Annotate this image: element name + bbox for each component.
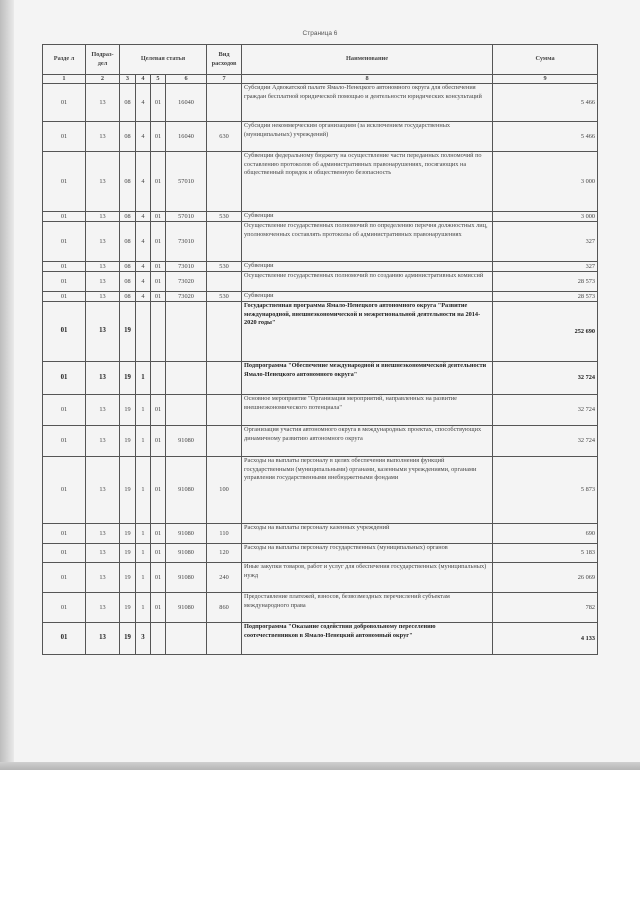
column-number-row (43, 75, 598, 84)
event-code-cell: 01 (151, 563, 166, 593)
podrazdel-cell: 13 (86, 122, 120, 152)
direction-code-cell (166, 623, 207, 655)
direction-code-cell (166, 362, 207, 395)
program-code-cell: 19 (120, 362, 136, 395)
razdel-cell: 01 (43, 457, 86, 524)
page-bottom-shadow (0, 762, 640, 770)
sum-cell: 3 000 (493, 152, 598, 212)
razdel-cell: 01 (43, 212, 86, 222)
expense-type-cell (207, 272, 242, 292)
program-code-cell: 19 (120, 426, 136, 457)
sum-cell: 28 573 (493, 292, 598, 302)
header-expense-type: Вид расходов (207, 45, 242, 75)
column-number: 3 (120, 75, 136, 84)
name-cell: Расходы на выплаты персоналу в целях обеспечения выполнения функций государственными (муниципальными) органами, казенными учреждениями, органами управления государственными внебюджетными фондами (242, 457, 493, 524)
column-number: 6 (166, 75, 207, 84)
program-code-cell: 08 (120, 212, 136, 222)
name-cell: Расходы на выплаты персоналу государственных (муниципальных) органов (242, 544, 493, 563)
table-row (43, 362, 598, 395)
expense-type-cell: 530 (207, 262, 242, 272)
sum-cell: 690 (493, 524, 598, 544)
direction-code-cell: 91080 (166, 426, 207, 457)
razdel-cell: 01 (43, 292, 86, 302)
sum-cell: 32 724 (493, 362, 598, 395)
podrazdel-cell: 13 (86, 292, 120, 302)
expense-type-cell (207, 362, 242, 395)
expense-type-cell: 860 (207, 593, 242, 623)
event-code-cell: 01 (151, 262, 166, 272)
direction-code-cell: 57010 (166, 212, 207, 222)
expense-type-cell (207, 623, 242, 655)
table-row (43, 262, 598, 272)
table-row (43, 563, 598, 593)
sum-cell: 5 466 (493, 122, 598, 152)
razdel-cell: 01 (43, 563, 86, 593)
table-row (43, 222, 598, 262)
podrazdel-cell: 13 (86, 302, 120, 362)
table-row (43, 544, 598, 563)
razdel-cell: 01 (43, 262, 86, 272)
razdel-cell: 01 (43, 524, 86, 544)
sum-cell: 32 724 (493, 426, 598, 457)
direction-code-cell: 91080 (166, 524, 207, 544)
subprogram-code-cell: 1 (136, 362, 151, 395)
sum-cell: 26 069 (493, 563, 598, 593)
razdel-cell: 01 (43, 362, 86, 395)
podrazdel-cell: 13 (86, 362, 120, 395)
direction-code-cell: 91080 (166, 593, 207, 623)
event-code-cell (151, 362, 166, 395)
column-number: 4 (136, 75, 151, 84)
subprogram-code-cell: 4 (136, 122, 151, 152)
table-row (43, 272, 598, 292)
header-razdel: Разде л (43, 45, 86, 75)
direction-code-cell: 91080 (166, 457, 207, 524)
razdel-cell: 01 (43, 623, 86, 655)
program-code-cell: 19 (120, 524, 136, 544)
table-row (43, 212, 598, 222)
sum-cell: 28 573 (493, 272, 598, 292)
sum-cell: 327 (493, 222, 598, 262)
expense-type-cell: 110 (207, 524, 242, 544)
table-row (43, 593, 598, 623)
sum-cell: 4 133 (493, 623, 598, 655)
razdel-cell: 01 (43, 122, 86, 152)
column-number: 7 (207, 75, 242, 84)
page-edge-shadow (0, 0, 14, 768)
direction-code-cell: 73010 (166, 222, 207, 262)
header-name: Наименование (242, 45, 493, 75)
table-row (43, 152, 598, 212)
name-cell: Субвенции (242, 212, 493, 222)
name-cell: Предоставление платежей, взносов, безвозмездных перечислений субъектам международного права (242, 593, 493, 623)
program-code-cell: 08 (120, 84, 136, 122)
event-code-cell: 01 (151, 524, 166, 544)
event-code-cell: 01 (151, 457, 166, 524)
name-cell: Государственная программа Ямало-Ненецкого автономного округа "Развитие международной, внешнеэкономической и межрегиональной деятельности на 2014-2020 годы" (242, 302, 493, 362)
podrazdel-cell: 13 (86, 623, 120, 655)
podrazdel-cell: 13 (86, 272, 120, 292)
event-code-cell: 01 (151, 84, 166, 122)
direction-code-cell: 91080 (166, 544, 207, 563)
direction-code-cell: 73020 (166, 272, 207, 292)
program-code-cell: 08 (120, 122, 136, 152)
subprogram-code-cell: 4 (136, 222, 151, 262)
name-cell: Организация участия автономного округа в международных проектах, способствующих динамичному развитию автономного округа (242, 426, 493, 457)
name-cell: Субсидии Адвокатской палате Ямало-Ненецкого автономного округа для обеспечения граждан бесплатной юридической помощью и деятельности юридических консультаций (242, 84, 493, 122)
event-code-cell: 01 (151, 122, 166, 152)
podrazdel-cell: 13 (86, 563, 120, 593)
event-code-cell: 01 (151, 222, 166, 262)
event-code-cell: 01 (151, 272, 166, 292)
name-cell: Субвенции (242, 292, 493, 302)
direction-code-cell: 73010 (166, 262, 207, 272)
subprogram-code-cell: 4 (136, 292, 151, 302)
sum-cell: 32 724 (493, 395, 598, 426)
razdel-cell: 01 (43, 272, 86, 292)
podrazdel-cell: 13 (86, 544, 120, 563)
subprogram-code-cell: 1 (136, 395, 151, 426)
program-code-cell: 19 (120, 395, 136, 426)
subprogram-code-cell: 4 (136, 84, 151, 122)
sum-cell: 782 (493, 593, 598, 623)
expense-type-cell: 530 (207, 292, 242, 302)
table-row (43, 302, 598, 362)
podrazdel-cell: 13 (86, 84, 120, 122)
column-number: 1 (43, 75, 86, 84)
sum-cell: 252 690 (493, 302, 598, 362)
page-number-label: Страница 6 (302, 30, 338, 37)
sum-cell: 5 183 (493, 544, 598, 563)
direction-code-cell: 91080 (166, 563, 207, 593)
column-number: 5 (151, 75, 166, 84)
program-code-cell: 08 (120, 272, 136, 292)
column-number: 9 (493, 75, 598, 84)
sum-cell: 3 000 (493, 212, 598, 222)
name-cell: Субсидии некоммерческим организациям (за исключением государственных (муниципальных) учреждений) (242, 122, 493, 152)
event-code-cell: 01 (151, 212, 166, 222)
podrazdel-cell: 13 (86, 395, 120, 426)
expense-type-cell: 240 (207, 563, 242, 593)
sum-cell: 5 873 (493, 457, 598, 524)
program-code-cell: 08 (120, 152, 136, 212)
program-code-cell: 08 (120, 292, 136, 302)
table-row (43, 395, 598, 426)
razdel-cell: 01 (43, 152, 86, 212)
subprogram-code-cell: 1 (136, 524, 151, 544)
subprogram-code-cell (136, 302, 151, 362)
table-row (43, 84, 598, 122)
program-code-cell: 19 (120, 563, 136, 593)
name-cell: Осуществление государственных полномочий по созданию административных комиссий (242, 272, 493, 292)
header-podrazdel: Подраз- дел (86, 45, 120, 75)
direction-code-cell: 16040 (166, 84, 207, 122)
podrazdel-cell: 13 (86, 212, 120, 222)
subprogram-code-cell: 1 (136, 457, 151, 524)
subprogram-code-cell: 1 (136, 593, 151, 623)
razdel-cell: 01 (43, 84, 86, 122)
razdel-cell: 01 (43, 302, 86, 362)
subprogram-code-cell: 4 (136, 152, 151, 212)
expense-type-cell (207, 222, 242, 262)
program-code-cell: 08 (120, 222, 136, 262)
program-code-cell: 19 (120, 544, 136, 563)
razdel-cell: 01 (43, 426, 86, 457)
expense-type-cell: 630 (207, 122, 242, 152)
sum-cell: 5 466 (493, 84, 598, 122)
direction-code-cell: 16040 (166, 122, 207, 152)
subprogram-code-cell: 3 (136, 623, 151, 655)
podrazdel-cell: 13 (86, 262, 120, 272)
event-code-cell (151, 302, 166, 362)
event-code-cell: 01 (151, 544, 166, 563)
name-cell: Субвенции (242, 262, 493, 272)
table-row (43, 122, 598, 152)
direction-code-cell: 73020 (166, 292, 207, 302)
podrazdel-cell: 13 (86, 593, 120, 623)
subprogram-code-cell: 4 (136, 272, 151, 292)
event-code-cell: 01 (151, 152, 166, 212)
name-cell: Подпрограмма "Оказание содействия добровольному переселению соотечественников в Ямало-Ненецкий автономный округ" (242, 623, 493, 655)
name-cell: Субвенции федеральному бюджету на осуществление части переданных полномочий по составлению протоколов об административных правонарушениях, посягающих на общественный порядок и общественную безопасность (242, 152, 493, 212)
budget-table (42, 44, 598, 655)
name-cell: Подпрограмма "Обеспечение международной и внешнеэкономической деятельности Ямало-Ненецкого автономного округа" (242, 362, 493, 395)
table-header-row (43, 45, 598, 75)
event-code-cell: 01 (151, 593, 166, 623)
expense-type-cell (207, 395, 242, 426)
event-code-cell: 01 (151, 395, 166, 426)
column-number: 2 (86, 75, 120, 84)
subprogram-code-cell: 4 (136, 212, 151, 222)
expense-type-cell (207, 152, 242, 212)
expense-type-cell: 120 (207, 544, 242, 563)
expense-type-cell: 530 (207, 212, 242, 222)
name-cell: Осуществление государственных полномочий по определению перечня должностных лиц, уполномоченных составлять протоколы об административных правонарушениях (242, 222, 493, 262)
table-row (43, 524, 598, 544)
expense-type-cell: 100 (207, 457, 242, 524)
direction-code-cell (166, 302, 207, 362)
table-row (43, 292, 598, 302)
column-number: 8 (242, 75, 493, 84)
name-cell: Расходы на выплаты персоналу казенных учреждений (242, 524, 493, 544)
direction-code-cell: 57010 (166, 152, 207, 212)
table-row (43, 426, 598, 457)
subprogram-code-cell: 1 (136, 544, 151, 563)
podrazdel-cell: 13 (86, 152, 120, 212)
podrazdel-cell: 13 (86, 222, 120, 262)
razdel-cell: 01 (43, 395, 86, 426)
header-target-article: Целевая статья (120, 45, 207, 75)
program-code-cell: 08 (120, 262, 136, 272)
name-cell: Основное мероприятие "Организация мероприятий, направленных на развитие внешнеэкономического потенциала" (242, 395, 493, 426)
header-sum: Сумма (493, 45, 598, 75)
razdel-cell: 01 (43, 222, 86, 262)
podrazdel-cell: 13 (86, 524, 120, 544)
expense-type-cell (207, 426, 242, 457)
name-cell: Иные закупки товаров, работ и услуг для обеспечения государственных (муниципальных) нужд (242, 563, 493, 593)
razdel-cell: 01 (43, 544, 86, 563)
program-code-cell: 19 (120, 593, 136, 623)
subprogram-code-cell: 1 (136, 426, 151, 457)
podrazdel-cell: 13 (86, 426, 120, 457)
podrazdel-cell: 13 (86, 457, 120, 524)
subprogram-code-cell: 4 (136, 262, 151, 272)
program-code-cell: 19 (120, 302, 136, 362)
sum-cell: 327 (493, 262, 598, 272)
subprogram-code-cell: 1 (136, 563, 151, 593)
program-code-cell: 19 (120, 623, 136, 655)
direction-code-cell (166, 395, 207, 426)
event-code-cell: 01 (151, 292, 166, 302)
expense-type-cell (207, 84, 242, 122)
razdel-cell: 01 (43, 593, 86, 623)
table-row (43, 623, 598, 655)
table-row (43, 457, 598, 524)
event-code-cell: 01 (151, 426, 166, 457)
program-code-cell: 19 (120, 457, 136, 524)
expense-type-cell (207, 302, 242, 362)
event-code-cell (151, 623, 166, 655)
